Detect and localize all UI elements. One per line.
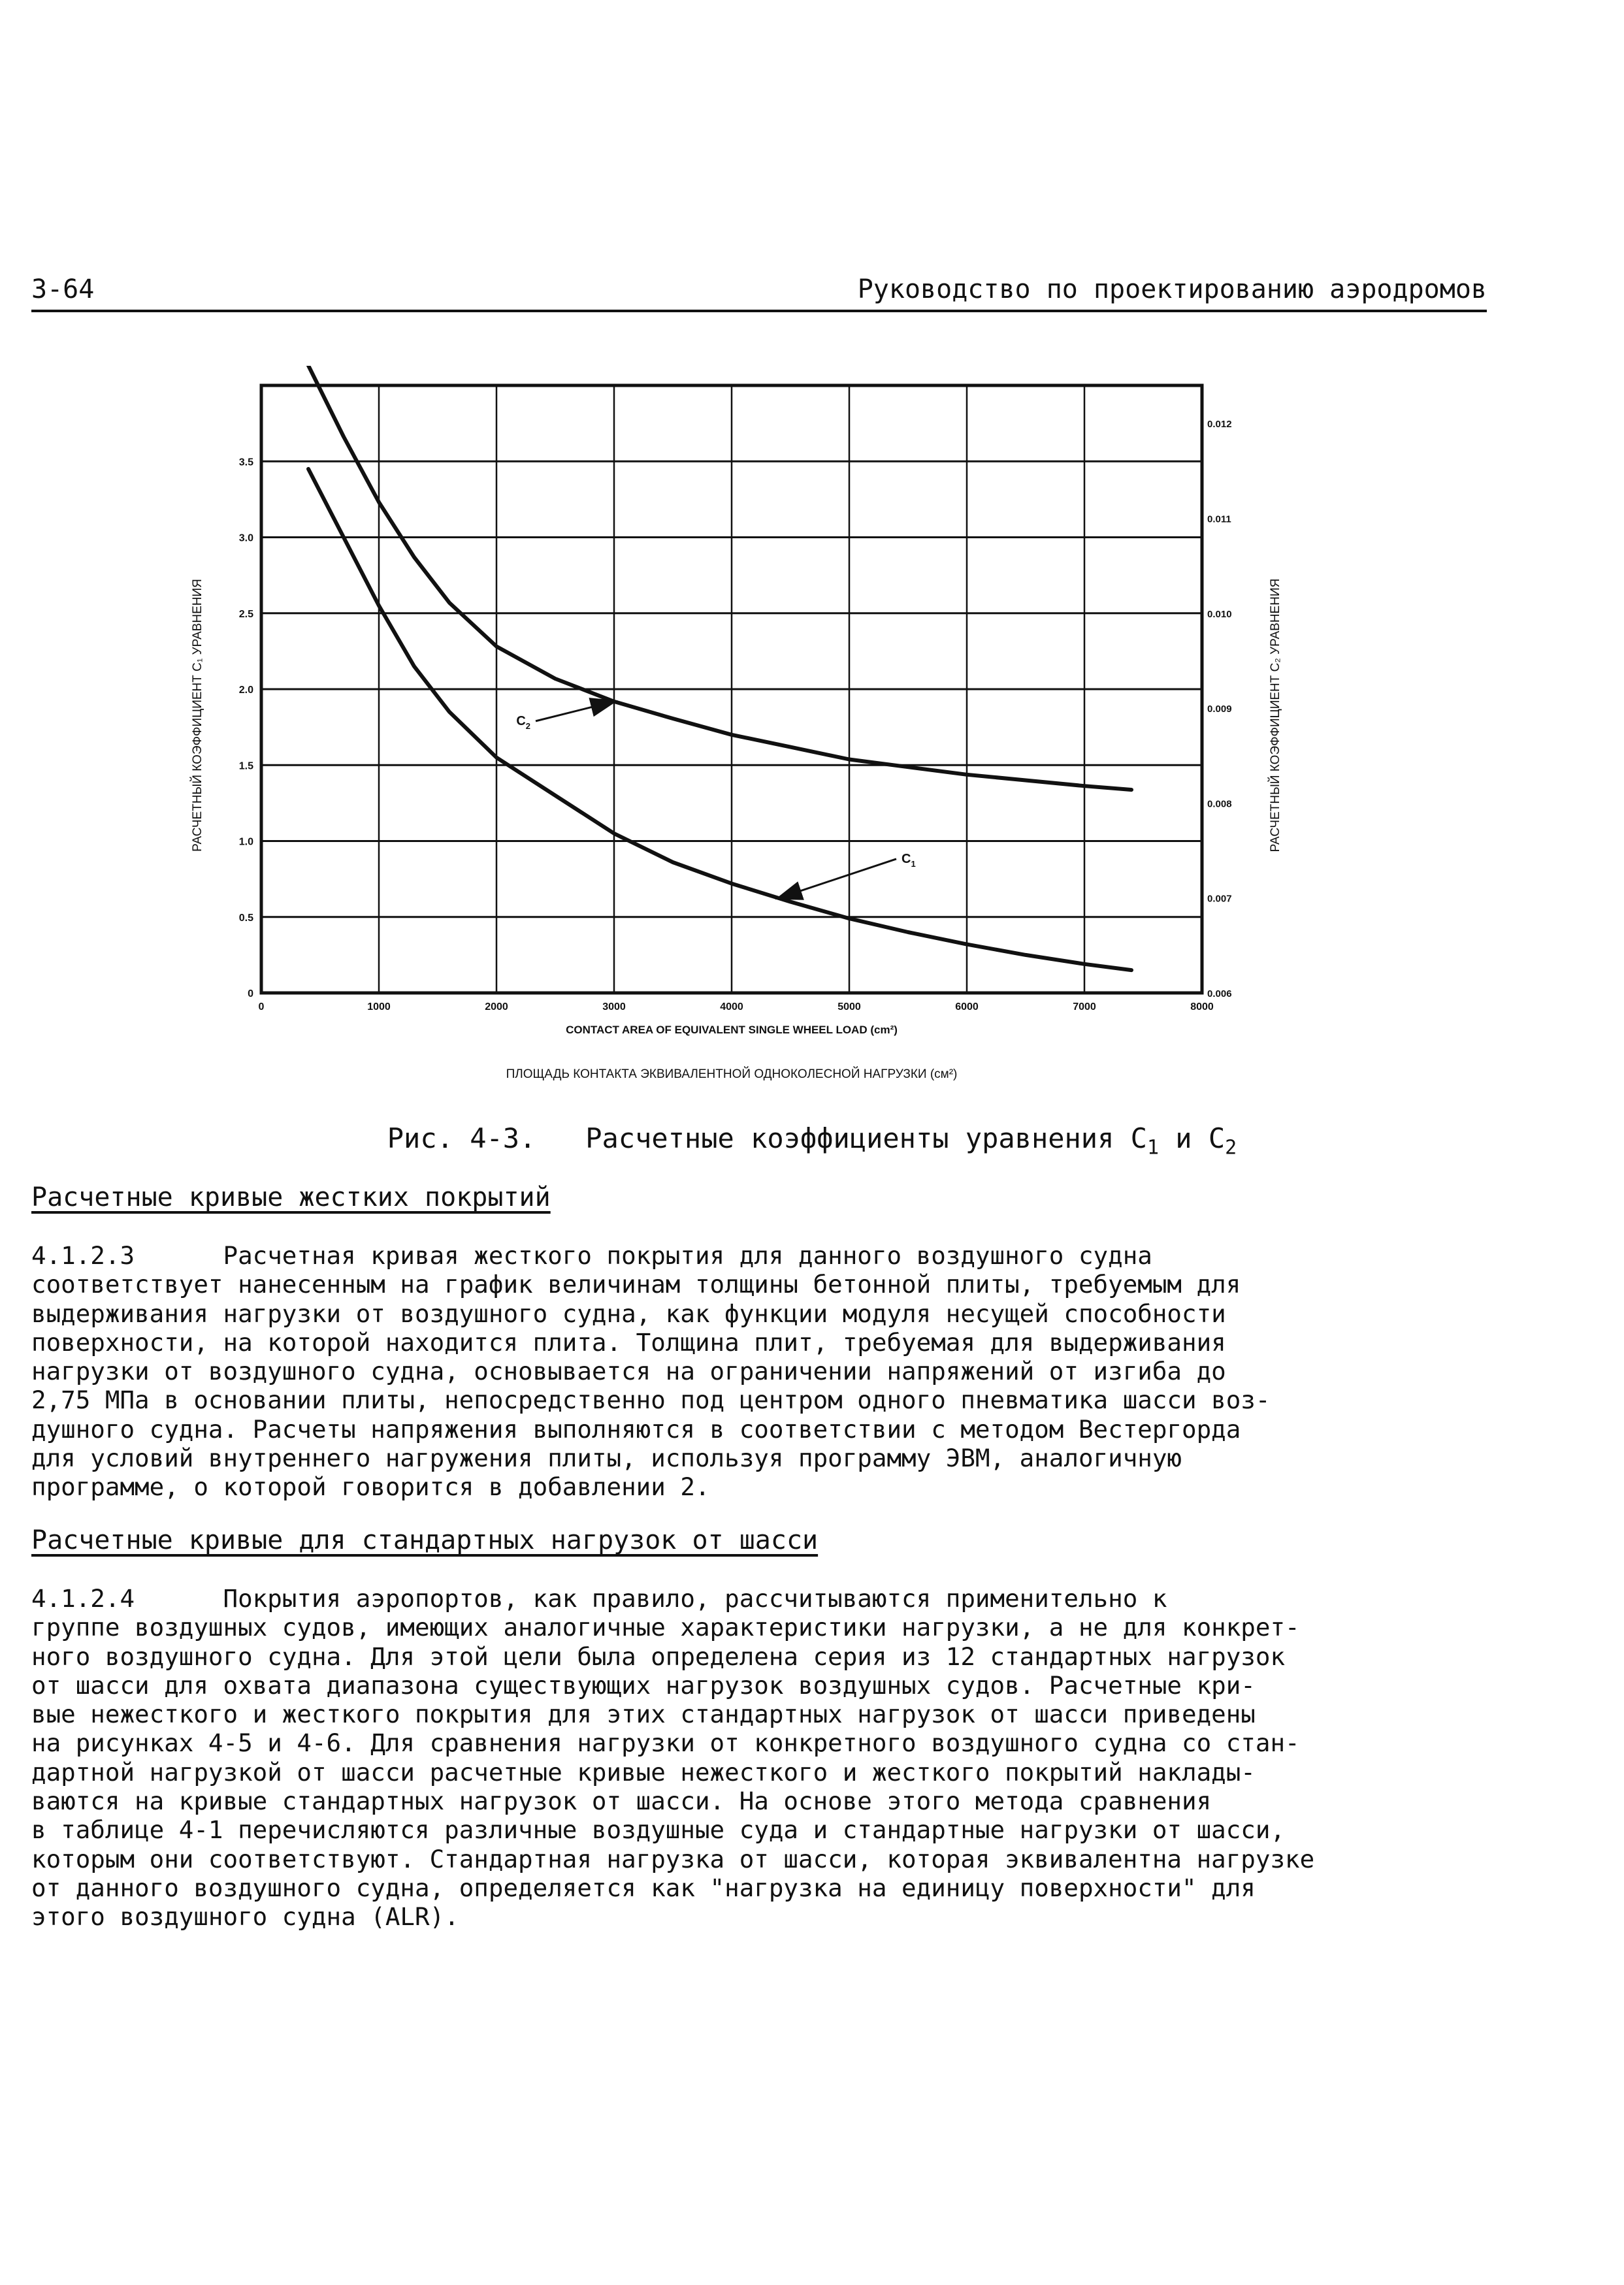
y-right-tick-label: 0.008 — [1207, 798, 1232, 810]
text-line: в таблице 4-1 перечисляются различные воздушные суда и стандартные нагрузки от шасси, — [31, 1815, 1286, 1845]
text-line: 4.1.2.4 Покрытия аэропортов, как правило, рассчитываются применительно к — [31, 1584, 1167, 1613]
caption-sub2: 2 — [1225, 1136, 1237, 1159]
y-right-tick-label: 0.007 — [1207, 893, 1232, 905]
y-left-tick-label: 0 — [248, 988, 253, 999]
x-tick-label: 4000 — [720, 1001, 743, 1013]
text-line: поверхности, на которой находится плита. Толщина плит, требуемая для выдерживания — [31, 1327, 1226, 1357]
y-left-tick-label: 1.5 — [238, 760, 253, 772]
text-line: от шасси для охвата диапазона существующих нагрузок воздушных судов. Расчетные кри- — [31, 1670, 1256, 1700]
text-line: душного судна. Расчеты напряжения выполняются в соответствии с методом Вестергорда — [31, 1414, 1241, 1444]
annotation-arrow-c2 — [536, 702, 614, 721]
text-line: программе, о которой говорится в добавлении 2. — [31, 1472, 710, 1502]
text-line: этого воздушного судна (ALR). — [31, 1902, 459, 1932]
y-left-tick-label: 2.0 — [238, 685, 253, 696]
y-left-tick-label: 3.0 — [238, 532, 253, 544]
y-left-tick-label: 0.5 — [238, 912, 253, 924]
chart-svg — [144, 366, 1320, 1084]
text-line: которым они соответствуют. Стандартная нагрузка от шасси, которая эквивалентна нагрузке — [31, 1844, 1315, 1873]
text-line: ного воздушного судна. Для этой цели была определена серия из 12 стандартных нагрузок — [31, 1642, 1286, 1671]
text-line: вые нежесткого и жесткого покрытия для этих стандартных нагрузок от шасси приведены — [31, 1700, 1256, 1729]
text-line: ваются на кривые стандартных нагрузок от шасси. На основе этого метода сравнения — [31, 1787, 1212, 1816]
page-number: 3-64 — [31, 274, 95, 304]
annotation-arrow-c1 — [779, 859, 896, 898]
x-tick-label: 6000 — [955, 1001, 979, 1013]
y-right-axis-label: РАСЧЕТНЫЙ КОЭФФИЦИЕНТ C₂ УРАВНЕНИЯ — [1269, 578, 1282, 852]
text-line: 4.1.2.3 Расчетная кривая жесткого покрытия для данного воздушного судна — [31, 1241, 1152, 1270]
text-line: группе воздушных судов, имеющих аналогичные характеристики нагрузки, а не для конкрет- — [31, 1613, 1300, 1642]
y-right-tick-label: 0.006 — [1207, 988, 1232, 999]
text-line: соответствует нанесенным на график величинам толщины бетонной плиты, требуемым для — [31, 1270, 1241, 1299]
series-line-c2 — [308, 366, 1131, 790]
y-right-tick-label: 0.012 — [1207, 419, 1232, 430]
paragraph-4-1-2-4 — [31, 1584, 1534, 1932]
text-line: на рисунках 4-5 и 4-6. Для сравнения нагрузки от конкретного воздушного судна со стан- — [31, 1728, 1300, 1758]
x-tick-label: 0 — [258, 1001, 265, 1013]
section-heading-standard: Расчетные кривые для стандартных нагрузок от шасси — [31, 1525, 819, 1555]
series-line-c1 — [308, 469, 1131, 970]
annotation-label-c2: $C_2$ — [516, 713, 530, 731]
paragraph-4-1-2-3 — [31, 1241, 1534, 1502]
y-left-axis-label: РАСЧЕТНЫЙ КОЭФФИЦИЕНТ C₁ УРАВНЕНИЯ — [191, 579, 204, 852]
caption-sub1: 1 — [1146, 1136, 1160, 1159]
text-line: дартной нагрузкой от шасси расчетные кривые нежесткого и жесткого покрытий наклады- — [31, 1757, 1256, 1787]
text-line: выдерживания нагрузки от воздушного судна, как функции модуля несущей способности — [31, 1299, 1226, 1328]
annotation-label-c1: $C_1$ — [901, 851, 916, 869]
y-left-tick-label: 3.5 — [238, 457, 253, 468]
x-tick-label: 5000 — [837, 1001, 861, 1013]
running-title: Руководство по проектированию аэродромов — [857, 274, 1487, 304]
x-tick-label: 7000 — [1073, 1001, 1096, 1013]
figure-caption — [0, 1122, 1624, 1159]
y-left-tick-label: 2.5 — [238, 608, 253, 620]
y-right-tick-label: 0.011 — [1207, 513, 1231, 525]
x-tick-label: 8000 — [1190, 1001, 1214, 1013]
x-axis-label: CONTACT AREA OF EQUIVALENT SINGLE WHEEL LOAD (cm²) — [566, 1024, 898, 1036]
text-line: для условий внутреннего нагружения плиты, используя программу ЭВМ, аналогичную — [31, 1444, 1182, 1473]
y-right-tick-label: 0.010 — [1207, 608, 1232, 620]
x-tick-label: 1000 — [367, 1001, 391, 1013]
caption-text: Расчетные коэффициенты уравнения C — [585, 1122, 1147, 1154]
caption-and: и C — [1159, 1122, 1226, 1154]
x-tick-label: 3000 — [602, 1001, 626, 1013]
y-right-tick-label: 0.009 — [1207, 704, 1232, 715]
text-line: нагрузки от воздушного судна, основывается на ограничении напряжений от изгиба до — [31, 1357, 1226, 1386]
x-tick-label: 2000 — [485, 1001, 508, 1013]
caption-prefix: Рис. 4-3. — [387, 1122, 536, 1154]
figure-4-3-chart — [144, 366, 1320, 1084]
text-line: 2,75 МПа в основании плиты, непосредственно под центром одного пневматика шасси воз- — [31, 1386, 1271, 1415]
x-axis-label-ru: ПЛОЩАДЬ КОНТАКТА ЭКВИВАЛЕНТНОЙ ОДНОКОЛЕСНОЙ НАГРУЗКИ (см²) — [506, 1067, 958, 1081]
section-heading-rigid: Расчетные кривые жестких покрытий — [31, 1182, 551, 1212]
page-header — [31, 273, 1487, 312]
y-left-tick-label: 1.0 — [238, 836, 253, 848]
text-line: от данного воздушного судна, определяется как "нагрузка на единицу поверхности" для — [31, 1873, 1256, 1902]
